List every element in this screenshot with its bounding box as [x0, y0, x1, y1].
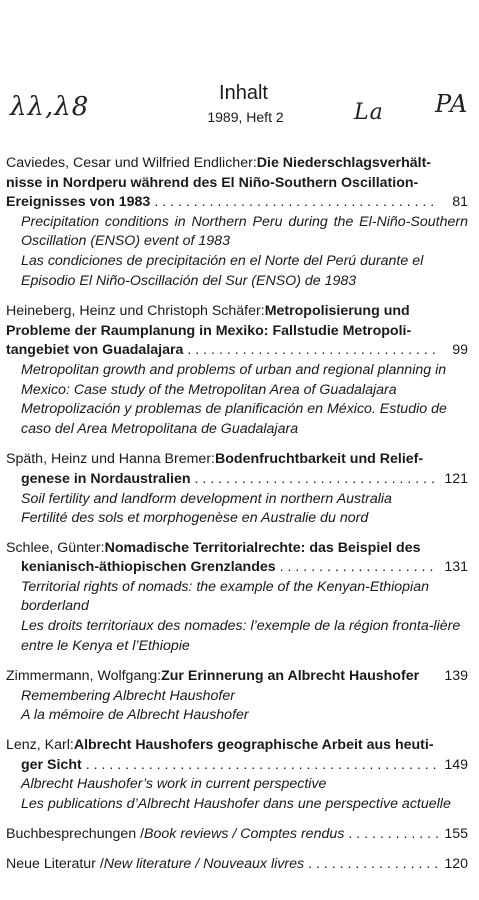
- issue-label: 1989, Heft 2: [207, 109, 284, 125]
- translation-french: A la mémoire de Albrecht Haushofer: [21, 707, 249, 724]
- entry-title: Ereignisses von 1983: [6, 194, 151, 211]
- entry-author: Heineberg, Heinz und Christoph Schäfer:: [6, 303, 265, 320]
- entry-title: nisse in Nordperu während des El Niño-Southern Oscillation-: [6, 174, 419, 191]
- dot-leader: [86, 756, 438, 776]
- dot-leader: [154, 193, 438, 213]
- toc-entry-heineberg[interactable]: [6, 302, 468, 439]
- entry-label-translations: Book reviews / Comptes rendus: [144, 826, 345, 843]
- entry-line: [6, 174, 468, 194]
- entry-line: [6, 322, 468, 342]
- table-of-contents: [6, 154, 468, 885]
- entry-title: ger Sicht: [21, 756, 82, 773]
- page-number: 155: [444, 826, 468, 843]
- toc-entry-book-reviews[interactable]: [6, 825, 468, 845]
- toc-entry-new-literature[interactable]: [6, 855, 468, 875]
- page-number: 99: [452, 342, 468, 359]
- translation-english: Precipitation conditions in Northern Peru during the El-Niño-Southern Oscillation (ENSO) event of 1983: [21, 213, 468, 250]
- entry-title: tangebiet von Guadalajara: [6, 342, 184, 359]
- page-number: 139: [444, 668, 468, 685]
- entry-title: Bodenfruchtbarkeit und Relief-: [215, 451, 424, 468]
- entry-line: [6, 756, 468, 776]
- translation-english: Albrecht Haushofer’s work in current perspective: [21, 776, 327, 793]
- entry-title: Metropolisierung und: [264, 303, 410, 320]
- page-title: Inhalt: [219, 82, 268, 104]
- translation-spanish: Metropolización y problemas de planificación en México. Estudio de caso del Area Metropolitana de Guadalajara: [21, 401, 447, 437]
- page-number: 149: [444, 756, 468, 773]
- toc-entry-spaeth[interactable]: [6, 450, 468, 528]
- dot-leader: [348, 825, 438, 845]
- entry-line: [6, 667, 468, 687]
- page-number: 120: [444, 856, 468, 872]
- toc-entry-lenz[interactable]: [6, 736, 468, 814]
- translation-french: Fertilité des sols et morphogenèse en Australie du nord: [21, 510, 369, 527]
- entry-author: Caviedes, Cesar und Wilfried Endlicher:: [6, 155, 257, 171]
- entry-title: Probleme der Raumplanung in Mexiko: Fallstudie Metropoli-: [6, 322, 412, 339]
- page-number: 131: [444, 559, 468, 576]
- entry-author: Zimmermann, Wolfgang:: [6, 668, 162, 685]
- entry-author: Schlee, Günter:: [6, 539, 105, 556]
- toc-entry-zimmermann[interactable]: [6, 667, 468, 726]
- dot-leader: [195, 470, 438, 490]
- page-number: 121: [444, 470, 468, 487]
- entry-line: [6, 855, 468, 875]
- entry-title: Nomadische Territorialrechte: das Beispiel des: [104, 539, 421, 556]
- translation-french: Les publications d’Albrecht Haushofer dans une perspective actuelle: [21, 795, 451, 812]
- dot-leader: [308, 855, 438, 875]
- translation-english: Soil fertility and landform development in northern Australia: [21, 490, 392, 507]
- page-number: 81: [452, 194, 468, 211]
- entry-author: Späth, Heinz und Hanna Bremer:: [6, 451, 215, 468]
- entry-line: [6, 825, 468, 845]
- entry-title: Zur Erinnerung an Albrecht Haushofer: [161, 668, 420, 685]
- handwritten-note-right: PA: [435, 90, 469, 118]
- entry-line: [6, 558, 468, 578]
- entry-title: kenianisch-äthiopischen Grenzlandes: [21, 559, 276, 576]
- entry-line: [6, 539, 468, 559]
- translation-english: Remembering Albrecht Haushofer: [21, 687, 235, 704]
- handwritten-note-middle: La: [354, 100, 384, 125]
- dot-leader: [187, 341, 438, 361]
- entry-line: [6, 302, 468, 322]
- translation-english: Metropolitan growth and problems of urban and regional planning in Mexico: Case study of the Metropolitan Area of Guadalajara: [21, 361, 447, 398]
- translation-spanish: Las condiciones de precipitación en el Norte del Perú durante el Episodio El Niño-Oscillación del Sur (ENSO) de 1983: [21, 252, 424, 289]
- entry-line: [6, 450, 468, 470]
- entry-line: [6, 154, 468, 174]
- entry-line: [6, 193, 468, 213]
- entry-line: [6, 470, 468, 490]
- translation-english: Territorial rights of nomads: the example of the Kenyan-Ethiopian borderland: [21, 578, 429, 615]
- toc-entry-caviedes[interactable]: [6, 154, 468, 291]
- handwritten-note-left: λλ,λ8: [10, 92, 90, 122]
- dot-leader: [280, 558, 438, 578]
- entry-line: [6, 736, 468, 756]
- translation-french: Les droits territoriaux des nomades: l’exemple de la région fronta-lière entre le Kenya et l’Ethiopie: [21, 618, 461, 654]
- entry-title: Albrecht Haushofers geographische Arbeit aus heuti-: [73, 737, 434, 754]
- entry-line: [6, 341, 468, 361]
- entry-label-translations: New literature / Nouveaux livres: [103, 856, 305, 872]
- entry-title: Die Niederschlagsverhält-: [256, 155, 432, 171]
- entry-title: genese in Nordaustralien: [21, 470, 191, 487]
- entry-author: Lenz, Karl:: [6, 737, 74, 754]
- entry-label: Buchbesprechungen /: [6, 826, 145, 843]
- toc-entry-schlee[interactable]: [6, 539, 468, 657]
- entry-label: Neue Literatur /: [6, 856, 104, 872]
